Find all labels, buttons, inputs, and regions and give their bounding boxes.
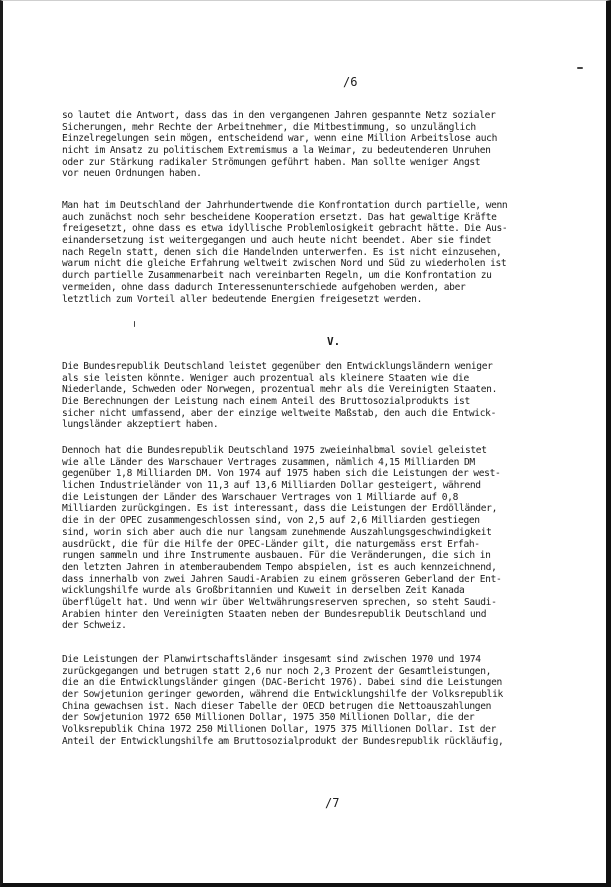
text-line: die an die Entwicklungsländer gingen (DAC-Bericht 1976). Dabei sind die Leistungen [62, 677, 502, 689]
text-line: warum nicht die gleiche Erfahrung weltweit zwischen Nord und Süd zu wiederholen ist [62, 258, 507, 270]
text-line: Niederlande, Schweden oder Norwegen, prozentual mehr als die Vereinigten Staaten. [62, 384, 498, 396]
text-line: den letzten Jahren in atemberaubendem Tempo abspielen, ist es auch kennzeichnend, [62, 561, 497, 573]
text-line: Die Bundesrepublik Deutschland leistet gegenüber den Entwicklungsländern weniger [62, 361, 493, 372]
text-line: oder zur Stärkung radikaler Strömungen geführt haben. Man sollte weniger Angst [62, 156, 481, 168]
text-line: Die Berechnungen der Leistung nach einem Anteil des Bruttosozialprodukts ist [62, 396, 470, 408]
text-line: vermeiden, ohne dass dadurch Interessenunterschiede aufgehoben werden, aber [62, 281, 466, 293]
paragraph-1 [62, 110, 568, 180]
text-line: sind, worin sich aber auch die nur langsam zunehmende Auszahlungsgeschwindigkeit [62, 526, 492, 538]
text-line: nicht im Ansatz zu politischem Extremismus a la Weimar, zu bedeutenderen Unruhen [62, 145, 491, 157]
text-line: die Leistungen der Länder des Warschauer Vertrages von 1 Milliarde auf 0,8 [62, 491, 459, 503]
text-line: Sicherungen, mehr Rechte der Arbeitnehmer, die Mitbestimmung, so unzulänglich [62, 121, 476, 133]
text-line: ausdrückt, die für die Hilfe der OPEC-Länder gilt, die naturgemäss erst Erfah- [62, 538, 480, 550]
text-line: Dennoch hat die Bundesrepublik Deutschland 1975 zweieinhalbmal soviel geleistet [62, 445, 487, 456]
text-line: wicklungshilfe wurde als Großbritannien und Kuweit in derselben Zeit Kanada [62, 585, 465, 597]
text-line: Anteil der Entwicklungshilfe am Bruttosozialprodukt der Bundesrepublik rückläufig, [62, 735, 504, 747]
text-line: der Sowjetunion geringer geworden, während die Entwicklungshilfe der Volksrepublik [62, 689, 503, 701]
text-line: Man hat im Deutschland der Jahrhundertwende die Konfrontation durch partielle, wenn [62, 200, 508, 211]
paragraph-3 [62, 361, 568, 431]
text-line: Die Leistungen der Planwirtschaftsländer insgesamt sind zwischen 1970 und 1974 [62, 654, 481, 665]
text-line: gegenüber 1,8 Milliarden DM. Von 1974 auf 1975 haben sich die Leistungen der west- [62, 468, 501, 480]
scan-speck [577, 67, 583, 69]
text-line: rungen sammeln und ihre Instrumente ausbauen. Für die Veränderungen, die sich in [62, 550, 491, 562]
paragraph-4 [62, 445, 568, 632]
text-line: letztlich zum Vorteil aller bedeutende Energien freigesetzt werden. [62, 293, 423, 305]
text-line: Milliarden zurückgingen. Es ist interessant, dass die Leistungen der Erdölländer, [62, 503, 498, 515]
text-line: vor neuen Ordnungen haben. [62, 168, 202, 180]
text-line: als sie leisten könnte. Weniger auch prozentual als kleinere Staaten wie die [62, 372, 469, 384]
text-line: zurückgegangen und betrugen statt 2,6 nur noch 2,3 Prozent der Gesamtleistungen, [62, 665, 492, 677]
text-line: die in der OPEC zusammengeschlossen sind, von 2,5 auf 2,6 Milliarden gestiegen [62, 515, 480, 527]
text-line: überflügelt hat. Und wenn wir über Weltwährungsreserven sprechen, so steht Saudi- [62, 596, 497, 608]
text-line: wie alle Länder des Warschauer Vertrages zusammen, nämlich 4,15 Milliarden DM [62, 456, 475, 468]
page-number: /6 [343, 75, 358, 89]
text-line: lungsländer akzeptiert haben. [62, 419, 219, 431]
text-line: freigesetzt, ohne dass es etwa idyllische Problemlosigkeit gebracht hätte. Die Aus- [62, 223, 508, 235]
scan-speck [134, 321, 135, 327]
paragraph-5 [62, 654, 568, 748]
text-line: der Schweiz. [62, 620, 127, 632]
text-line: so lautet die Antwort, dass das in den vergangenen Jahren gespannte Netz sozialer [62, 110, 496, 121]
text-line: Volksrepublik China 1972 250 Millionen Dollar, 1975 375 Millionen Dollar. Ist der [62, 724, 497, 736]
text-line: nach Regeln statt, denen sich die Handelnden unterwerfen. Es ist nicht einzusehen, [62, 246, 502, 258]
text-line: einandersetzung ist weitergegangen und auch heute nicht beendet. Aber sie findet [62, 235, 492, 247]
section-heading: V. [327, 335, 341, 348]
text-line: Arabien hinter den Vereinigten Staaten neben der Bundesrepublik Deutschland und [62, 608, 487, 620]
paragraph-2 [62, 200, 568, 305]
text-line: lichen Industrieländer von 11,3 auf 13,6 Milliarden Dollar gesteigert, während [62, 480, 481, 492]
text-line: durch partielle Zusammenarbeit nach vereinbarten Regeln, um die Konfrontation zu [62, 270, 492, 282]
text-line: dass innerhalb von zwei Jahren Saudi-Arabien zu einem grösseren Geberland der Ent- [62, 573, 502, 585]
text-line: der Sowjetunion 1972 650 Millionen Dollar, 1975 350 Millionen Dollar, die der [62, 712, 475, 724]
next-page-number: /7 [325, 796, 340, 810]
text-line: China gewachsen ist. Nach dieser Tabelle der OECD betrugen die Nettoauszahlungen [62, 700, 492, 712]
text-line: Einzelregelungen sein mögen, entscheidend war, wenn eine Million Arbeitslose auch [62, 133, 498, 145]
text-line: auch zunächst noch sehr bescheidene Kooperation ersetzt. Das hat gewaltige Kräfte [62, 211, 497, 223]
text-line: sicher nicht umfassend, aber der einzige weltweite Maßstab, den auch die Entwick- [62, 407, 497, 419]
